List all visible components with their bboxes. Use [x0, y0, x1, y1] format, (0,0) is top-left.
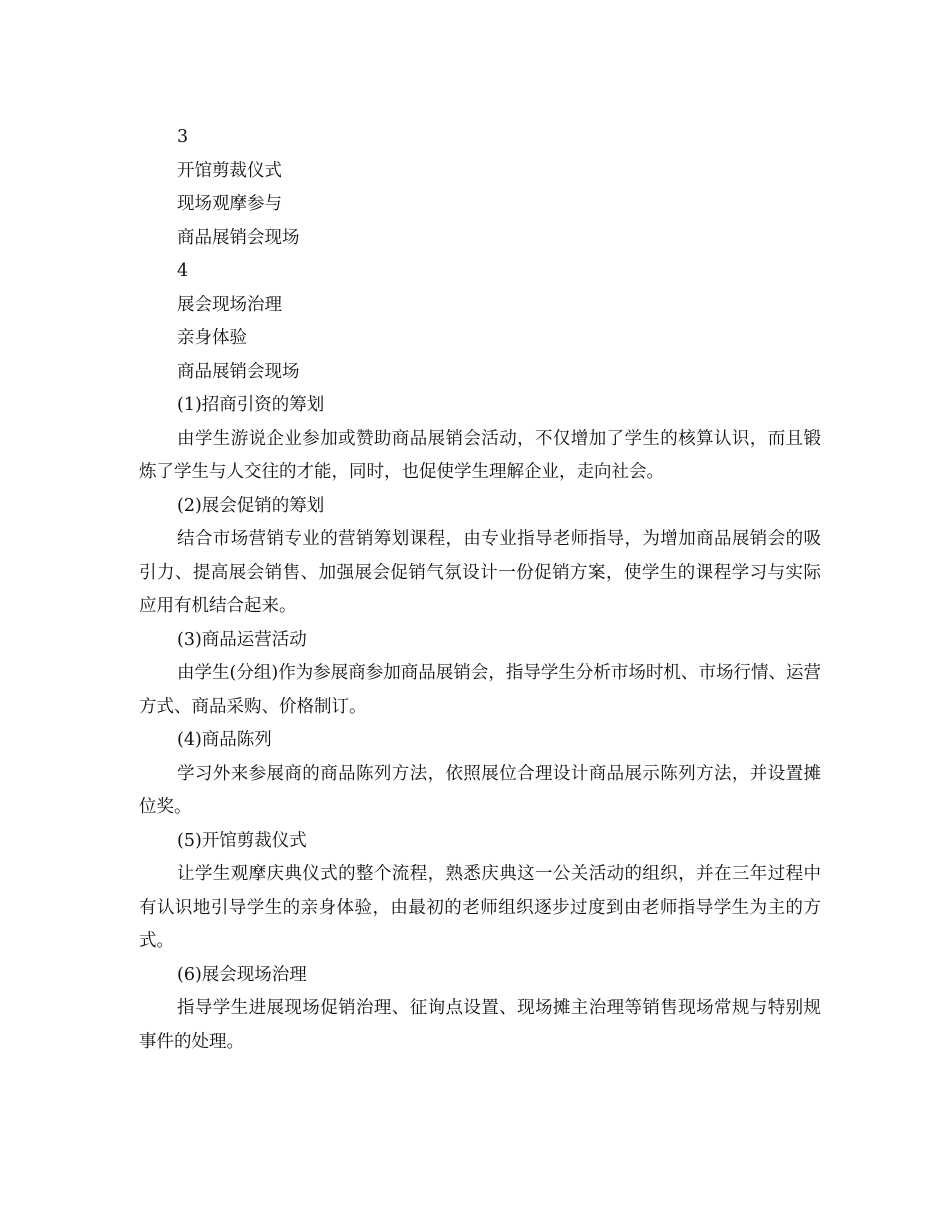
table-cell-number: 3: [177, 127, 189, 147]
table-cell-activity: 开馆剪裁仪式: [177, 160, 282, 181]
table-cell-method: 亲身体验: [177, 328, 247, 348]
table-cell-number: 4: [177, 261, 189, 281]
section-heading: (2)展会促销的筹划: [177, 495, 325, 516]
section-body: 结合市场营销专业的营销筹划课程，由专业指导老师指导，为增加商品展销会的吸引力、提高展会销售、加强展会促销气氛设计一份促销方案，使学生的课程学习与实际应用有机结合起来。: [139, 529, 821, 616]
section-body: 由学生游说企业参加或赞助商品展销会活动，不仅增加了学生的核算认识，而且锻炼了学生与人交往的才能，同时，也促使学生理解企业，走向社会。: [139, 428, 821, 482]
table-cell-method: 现场观摩参与: [177, 194, 282, 214]
section-body: 指导学生进展现场促销治理、征询点设置、现场摊主治理等销售现场常规与特别规事件的处理。: [139, 998, 821, 1052]
section-body: 让学生观摩庆典仪式的整个流程，熟悉庆典这一公关活动的组织，并在三年过程中有认识地引导学生的亲身体验，由最初的老师组织逐步过度到由老师指导学生为主的方式。: [139, 864, 821, 951]
section-heading: (1)招商引资的筹划: [177, 395, 325, 415]
table-cell-location: 商品展销会现场: [177, 361, 300, 382]
table-cell-activity: 展会现场治理: [177, 294, 282, 315]
section-heading: (3)商品运营活动: [177, 629, 307, 650]
section-body: 学习外来参展商的商品陈列方法，依照展位合理设计商品展示陈列方法，并设置摊位奖。: [139, 763, 821, 817]
section-body: 由学生(分组)作为参展商参加商品展销会，指导学生分析市场时机、市场行情、运营方式、商品采购、价格制订。: [139, 663, 821, 717]
section-heading: (4)商品陈列: [177, 730, 272, 750]
section-heading: (5)开馆剪裁仪式: [177, 830, 307, 851]
section-heading: (6)展会现场治理: [177, 964, 307, 985]
table-cell-location: 商品展销会现场: [177, 227, 300, 248]
document-content: [139, 121, 821, 1059]
